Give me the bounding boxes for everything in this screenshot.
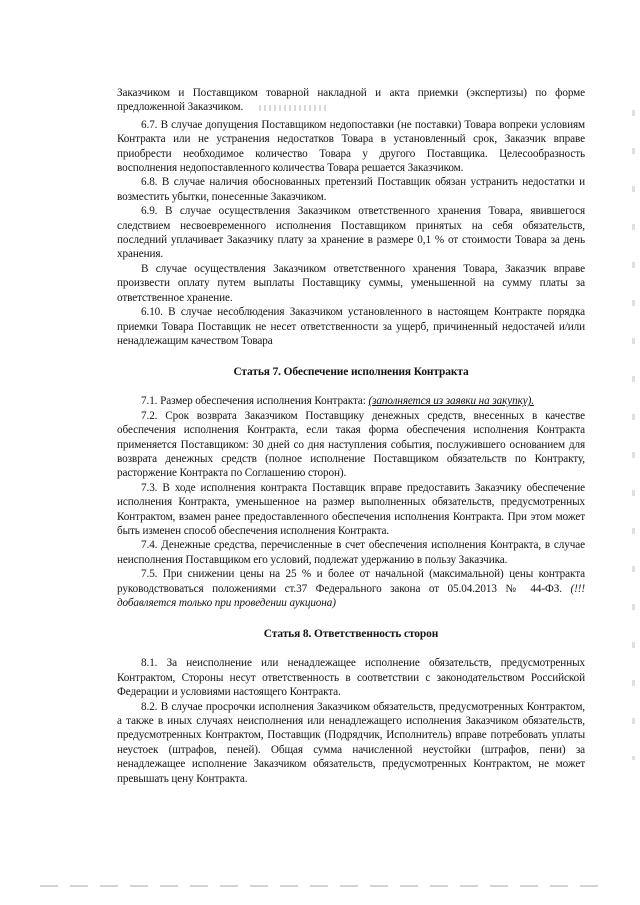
- paragraph-7-1-note: (заполняется из заявки на закупку).: [368, 395, 534, 408]
- paragraph-6-9: 6.9. В случае осуществления Заказчиком ответственного хранения Товара, явившегося следствием несвоевременного исполнения Поставщиком принятых на себя обязательств, последний уплачивает Заказчику плату за хранение в размере 0,1 % от стоимости Товара за день хранения.: [117, 205, 585, 261]
- paragraph-7-5-text: 7.5. При снижении цены на 25 % и более от начальной (максимальной) цены контракта руководствоваться положениями ст.37 Федерального закона от 05.04.2013 № 44-ФЗ.: [117, 568, 585, 595]
- paragraph-6-10: 6.10. В случае несоблюдения Заказчиком установленного в настоящем Контракте порядка приемки Товара Поставщик не несет ответственности за ущерб, причиненный недостачей и/или ненадлежащим качеством Товара: [117, 306, 585, 347]
- paragraph-7-2: 7.2. Срок возврата Заказчиком Поставщику денежных средств, внесенных в качестве обеспечения исполнения Контракта, если такая форма обеспечения исполнения Контракта применяется Поставщиком: 30 дней со дня наступления события, послужившего основанием для возврата денежных средств (полное исполнение Поставщиком обязательств по Контракту, расторжение Контракта по Соглашению сторон).: [117, 409, 585, 480]
- paragraph-8-2: 8.2. В случае просрочки исполнения Заказчиком обязательств, предусмотренных Контрактом, а также в иных случаях неисполнения или ненадлежащего исполнения Заказчиком обязательств, предусмотренных Контрактом, Поставщик (Подрядчик, Исполнитель) вправе потребовать уплаты неустоек (штрафов, пеней). Общая сумма начисленной неустойки (штрафов, пени) за ненадлежащее исполнение Заказчиком обязательств, предусмотренных Контрактом, не может превышать цену Контракта.: [117, 700, 585, 785]
- document-body: [117, 86, 585, 786]
- paragraph-7-4: 7.4. Денежные средства, перечисленные в счет обеспечения исполнения Контракта, в случае неисполнения Поставщиком его условий, подлежат удержанию в пользу Заказчика.: [117, 539, 585, 566]
- paragraph-6-8: 6.8. В случае наличия обоснованных претензий Поставщик обязан устранить недостатки и возместить убытки, понесенные Заказчиком.: [117, 176, 585, 203]
- paragraph-6-9-b: В случае осуществления Заказчиком ответственного хранения Товара, Заказчик вправе произвести оплату путем выплаты Поставщику суммы, уменьшенной на сумму платы за ответственное хранение.: [117, 262, 585, 304]
- scan-edge-bottom: [40, 885, 600, 887]
- paragraph-7-3: 7.3. В ходе исполнения контракта Поставщик вправе предоставить Заказчику обеспечение исполнения Контракта, уменьшенное на размер выполненных обязательств, предусмотренных Контрактом, взамен ранее предоставленного обеспечения исполнения Контракта. При этом может быть изменен способ обеспечения исполнения Контракта.: [117, 481, 585, 537]
- paragraph-7-5: [117, 567, 585, 610]
- heading-article-8: Статья 8. Ответственность сторон: [263, 628, 439, 641]
- paragraph-7-1: [117, 394, 585, 408]
- scan-smudge: [259, 105, 329, 111]
- heading-article-7: Статья 7. Обеспечение исполнения Контракта: [233, 366, 469, 379]
- paragraph-intro-text: Заказчиком и Поставщиком товарной накладной и акта приемки (экспертизы) по форме предложенной Заказчиком.: [117, 87, 585, 114]
- paragraph-intro: [117, 86, 585, 115]
- paragraph-8-1: 8.1. За неисполнение или ненадлежащее исполнение обязательств, предусмотренных Контрактом, Стороны несут ответственность в соответствии с законодательством Российской Федерации и условиями настоящего Контракта.: [117, 657, 585, 699]
- scan-edge-right: [632, 110, 635, 760]
- paragraph-6-7: 6.7. В случае допущения Поставщиком недопоставки (не поставки) Товара вопреки условиям Контракта или не устранения недостатков Товара в установленный срок, Заказчик вправе приобрести необходимое количество Товара у другого Поставщика. Целесообразность восполнения недопоставленного количества Товара решается Заказчиком.: [117, 118, 585, 175]
- paragraph-7-1-text: 7.1. Размер обеспечения исполнения Контракта:: [141, 395, 366, 408]
- paragraph-7-5-note: (!!!добавляется только при проведении аукциона): [117, 582, 585, 609]
